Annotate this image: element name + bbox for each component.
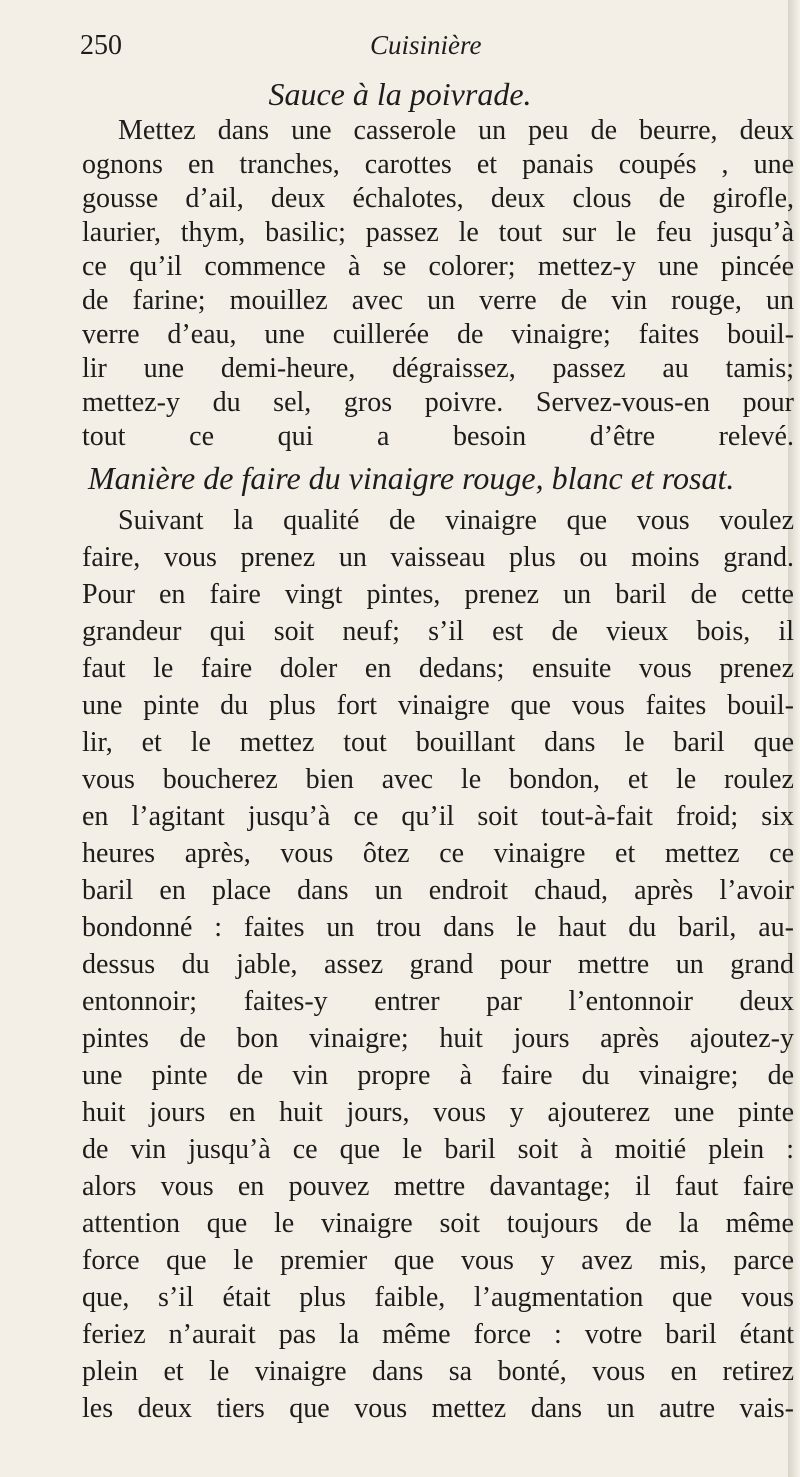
text-line: heures après, vous ôtez ce vinaigre et mettez ce <box>82 838 794 869</box>
text-line: alors vous en pouvez mettre davantage; il faut faire <box>82 1171 794 1202</box>
text-line: une pinte de vin propre à faire du vinaigre; de <box>82 1060 794 1091</box>
text-line: Suivant la qualité de vinaigre que vous voulez <box>118 505 794 536</box>
text-line: pintes de bon vinaigre; huit jours après ajoutez-y <box>82 1023 794 1054</box>
text-line: force que le premier que vous y avez mis, parce <box>82 1245 794 1276</box>
running-head: Cuisinière <box>370 30 482 60</box>
section-title: Manière de faire du vinaigre rouge, blanc et rosat. <box>88 460 735 496</box>
text-line: Pour en faire vingt pintes, prenez un baril de cette <box>82 579 794 610</box>
text-line: bondonné : faites un trou dans le haut du baril, au- <box>82 912 794 943</box>
text-line: laurier, thym, basilic; passez le tout sur le feu jusqu’à <box>82 217 794 248</box>
text-line: tout ce qui a besoin d’être relevé. <box>82 421 794 452</box>
section-title: Sauce à la poivrade. <box>268 76 532 112</box>
text-line: faut le faire doler en dedans; ensuite vous prenez <box>82 653 794 684</box>
text-line: lir une demi-heure, dégraissez, passez au tamis; <box>82 353 794 384</box>
page-header <box>80 30 640 70</box>
text-line: feriez n’aurait pas la même force : votre baril étant <box>82 1319 794 1350</box>
text-line: dessus du jable, assez grand pour mettre un grand <box>82 949 794 980</box>
text-line: mettez-y du sel, gros poivre. Servez-vous-en pour <box>82 387 794 418</box>
text-line: ce qu’il commence à se colorer; mettez-y une pincée <box>82 251 794 282</box>
text-line: attention que le vinaigre soit toujours de la même <box>82 1208 794 1239</box>
text-line: plein et le vinaigre dans sa bonté, vous en retirez <box>82 1356 794 1387</box>
text-line: une pinte du plus fort vinaigre que vous faites bouil- <box>82 690 794 721</box>
text-line: baril en place dans un endroit chaud, après l’avoir <box>82 875 794 906</box>
page-number: 250 <box>80 30 122 61</box>
text-line: entonnoir; faites-y entrer par l’entonnoir deux <box>82 986 794 1017</box>
text-line: grandeur qui soit neuf; s’il est de vieux bois, il <box>82 616 794 647</box>
text-line: faire, vous prenez un vaisseau plus ou moins grand. <box>82 542 794 573</box>
text-line: les deux tiers que vous mettez dans un autre vais- <box>82 1393 794 1424</box>
text-line: de vin jusqu’à ce que le baril soit à moitié plein : <box>82 1134 794 1165</box>
text-line: ognons en tranches, carottes et panais coupés , une <box>82 149 794 180</box>
text-line: de farine; mouillez avec un verre de vin rouge, un <box>82 285 794 316</box>
text-line: Mettez dans une casserole un peu de beurre, deux <box>118 115 794 146</box>
text-line: lir, et le mettez tout bouillant dans le baril que <box>82 727 794 758</box>
text-line: huit jours en huit jours, vous y ajouterez une pinte <box>82 1097 794 1128</box>
text-line: vous boucherez bien avec le bondon, et le roulez <box>82 764 794 795</box>
text-line: verre d’eau, une cuillerée de vinaigre; faites bouil- <box>82 319 794 350</box>
text-line: que, s’il était plus faible, l’augmentation que vous <box>82 1282 794 1313</box>
text-line: en l’agitant jusqu’à ce qu’il soit tout-à-fait froid; six <box>82 801 794 832</box>
text-line: gousse d’ail, deux échalotes, deux clous de girofle, <box>82 183 794 214</box>
